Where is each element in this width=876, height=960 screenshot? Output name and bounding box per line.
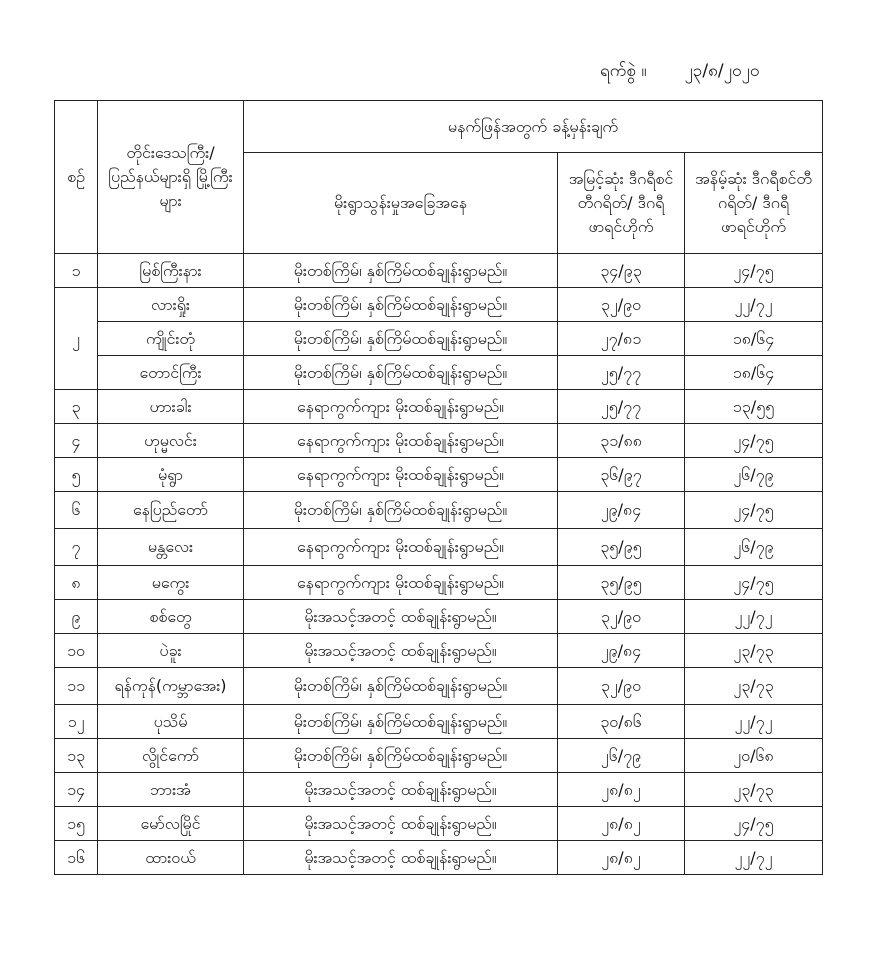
table-row bbox=[55, 492, 823, 529]
row-number: ၁၁ bbox=[55, 668, 98, 705]
table-row bbox=[55, 424, 823, 458]
col-header-no: စဉ် bbox=[55, 101, 98, 254]
city-name: ဟားခါး bbox=[98, 390, 244, 424]
row-number: ၂ bbox=[55, 288, 98, 390]
row-number: ၁ bbox=[55, 254, 98, 288]
row-number: ၆ bbox=[55, 492, 98, 529]
rain-condition: နေရာကွက်ကျား မိုးထစ်ချုန်းရွာမည်။ bbox=[244, 566, 558, 600]
rain-condition: မိုးတစ်ကြိမ်၊ နှစ်ကြိမ်ထစ်ချုန်းရွာမည်။ bbox=[244, 705, 558, 739]
max-temp: ၂၈/၈၂ bbox=[558, 841, 685, 875]
min-temp: ၂၃/၇၃ bbox=[685, 668, 823, 705]
forecast-table bbox=[54, 100, 823, 875]
row-number: ၁၆ bbox=[55, 841, 98, 875]
max-temp: ၃၂/၉၀ bbox=[558, 668, 685, 705]
row-number: ၁၃ bbox=[55, 739, 98, 773]
table-row bbox=[55, 668, 823, 705]
table-row bbox=[55, 529, 823, 566]
row-number: ၁၀ bbox=[55, 634, 98, 668]
min-temp: ၂၀/၆၈ bbox=[685, 739, 823, 773]
table-row bbox=[55, 705, 823, 739]
min-temp: ၂၂/၇၂ bbox=[685, 600, 823, 634]
col-header-forecast-group: မနက်ဖြန်အတွက် ခန့်မှန်းချက် bbox=[244, 101, 823, 153]
min-temp: ၁၈/၆၄ bbox=[685, 322, 823, 356]
city-name: ကျိုင်းတုံ bbox=[98, 322, 244, 356]
city-name: တောင်ကြီး bbox=[98, 356, 244, 390]
row-number: ၈ bbox=[55, 566, 98, 600]
max-temp: ၂၆/၇၉ bbox=[558, 739, 685, 773]
col-header-max-temp: အမြင့်ဆုံး ဒီဂရီစင်တီဂရိတ်/ ဒီဂရီဖာရင်ဟိုက် bbox=[558, 153, 685, 254]
rain-condition: မိုးတစ်ကြိမ်၊ နှစ်ကြိမ်ထစ်ချုန်းရွာမည်။ bbox=[244, 356, 558, 390]
rain-condition: မိုးတစ်ကြိမ်၊ နှစ်ကြိမ်ထစ်ချုန်းရွာမည်။ bbox=[244, 322, 558, 356]
table-row bbox=[55, 739, 823, 773]
min-temp: ၂၄/၇၅ bbox=[685, 566, 823, 600]
rain-condition: မိုးတစ်ကြိမ်၊ နှစ်ကြိမ်ထစ်ချုန်းရွာမည်။ bbox=[244, 739, 558, 773]
rain-condition: မိုးအသင့်အတင့် ထစ်ချုန်းရွာမည်။ bbox=[244, 634, 558, 668]
max-temp: ၂၉/၈၄ bbox=[558, 492, 685, 529]
table-row bbox=[55, 356, 823, 390]
row-number: ၁၅ bbox=[55, 807, 98, 841]
city-name: လားရှိုး bbox=[98, 288, 244, 322]
col-header-condition: မိုးရွာသွန်းမှုအခြေအနေ bbox=[244, 153, 558, 254]
min-temp: ၂၃/၇၃ bbox=[685, 634, 823, 668]
min-temp: ၁၃/၅၅ bbox=[685, 390, 823, 424]
date-value: ၂၃/၈/၂၀၂၀ bbox=[684, 60, 760, 81]
col-header-city: တိုင်းဒေသကြီး/ ပြည်နယ်များရှိ မြို့ကြီးများ bbox=[98, 101, 244, 254]
min-temp: ၂၄/၇၅ bbox=[685, 807, 823, 841]
city-name: ထားဝယ် bbox=[98, 841, 244, 875]
date-line bbox=[600, 52, 830, 92]
max-temp: ၂၉/၈၄ bbox=[558, 634, 685, 668]
table-row bbox=[55, 634, 823, 668]
min-temp: ၂၄/၇၅ bbox=[685, 492, 823, 529]
max-temp: ၂၅/၇၇ bbox=[558, 356, 685, 390]
city-name: မော်လမြိုင် bbox=[98, 807, 244, 841]
max-temp: ၃၅/၉၅ bbox=[558, 529, 685, 566]
rain-condition: မိုးတစ်ကြိမ်၊ နှစ်ကြိမ်ထစ်ချုန်းရွာမည်။ bbox=[244, 288, 558, 322]
min-temp: ၂၃/၇၃ bbox=[685, 773, 823, 807]
max-temp: ၃၂/၉၀ bbox=[558, 288, 685, 322]
table-row bbox=[55, 288, 823, 322]
table-row bbox=[55, 600, 823, 634]
row-number: ၃ bbox=[55, 390, 98, 424]
min-temp: ၂၂/၇၂ bbox=[685, 288, 823, 322]
table-row bbox=[55, 390, 823, 424]
rain-condition: နေရာကွက်ကျား မိုးထစ်ချုန်းရွာမည်။ bbox=[244, 458, 558, 492]
city-name: ဟုမ္မလင်း bbox=[98, 424, 244, 458]
city-name: ပဲခူး bbox=[98, 634, 244, 668]
city-name: ဘားအံ bbox=[98, 773, 244, 807]
max-temp: ၂၇/၈၁ bbox=[558, 322, 685, 356]
table-row bbox=[55, 807, 823, 841]
max-temp: ၃၁/၈၈ bbox=[558, 424, 685, 458]
min-temp: ၂၂/၇၂ bbox=[685, 705, 823, 739]
header-row-top bbox=[55, 101, 823, 153]
max-temp: ၃၆/၉၇ bbox=[558, 458, 685, 492]
col-header-min-temp: အနိမ့်ဆုံး ဒီဂရီစင်တီဂရိတ်/ ဒီဂရီဖာရင်ဟိုက် bbox=[685, 153, 823, 254]
city-name: ပုသိမ် bbox=[98, 705, 244, 739]
table-row bbox=[55, 566, 823, 600]
city-name: လွိုင်ကော် bbox=[98, 739, 244, 773]
city-name: မကွေး bbox=[98, 566, 244, 600]
rain-condition: နေရာကွက်ကျား မိုးထစ်ချုန်းရွာမည်။ bbox=[244, 390, 558, 424]
date-label: ရက်စွဲ ။ bbox=[600, 60, 647, 81]
min-temp: ၁၈/၆၄ bbox=[685, 356, 823, 390]
row-number: ၇ bbox=[55, 529, 98, 566]
table-row bbox=[55, 322, 823, 356]
max-temp: ၂၈/၈၂ bbox=[558, 807, 685, 841]
rain-condition: မိုးတစ်ကြိမ်၊ နှစ်ကြိမ်ထစ်ချုန်းရွာမည်။ bbox=[244, 668, 558, 705]
row-number: ၅ bbox=[55, 458, 98, 492]
row-number: ၁၄ bbox=[55, 773, 98, 807]
rain-condition: မိုးအသင့်အတင့် ထစ်ချုန်းရွာမည်။ bbox=[244, 600, 558, 634]
table-row bbox=[55, 254, 823, 288]
rain-condition: နေရာကွက်ကျား မိုးထစ်ချုန်းရွာမည်။ bbox=[244, 529, 558, 566]
min-temp: ၂၄/၇၅ bbox=[685, 254, 823, 288]
max-temp: ၃၄/၉၃ bbox=[558, 254, 685, 288]
city-name: မြစ်ကြီးနား bbox=[98, 254, 244, 288]
max-temp: ၃၂/၉၀ bbox=[558, 600, 685, 634]
table-row bbox=[55, 458, 823, 492]
max-temp: ၃၀/၈၆ bbox=[558, 705, 685, 739]
city-name: စစ်တွေ bbox=[98, 600, 244, 634]
city-name: မုံရွာ bbox=[98, 458, 244, 492]
row-number: ၄ bbox=[55, 424, 98, 458]
row-number: ၁၂ bbox=[55, 705, 98, 739]
rain-condition: မိုးအသင့်အတင့် ထစ်ချုန်းရွာမည်။ bbox=[244, 807, 558, 841]
max-temp: ၂၅/၇၇ bbox=[558, 390, 685, 424]
rain-condition: မိုးတစ်ကြိမ်၊ နှစ်ကြိမ်ထစ်ချုန်းရွာမည်။ bbox=[244, 254, 558, 288]
table-row bbox=[55, 841, 823, 875]
rain-condition: မိုးအသင့်အတင့် ထစ်ချုန်းရွာမည်။ bbox=[244, 841, 558, 875]
rain-condition: မိုးတစ်ကြိမ်၊ နှစ်ကြိမ်ထစ်ချုန်းရွာမည်။ bbox=[244, 492, 558, 529]
city-name: မန္တလေး bbox=[98, 529, 244, 566]
min-temp: ၂၂/၇၂ bbox=[685, 841, 823, 875]
table-row bbox=[55, 773, 823, 807]
max-temp: ၃၅/၉၅ bbox=[558, 566, 685, 600]
row-number: ၉ bbox=[55, 600, 98, 634]
max-temp: ၂၈/၈၂ bbox=[558, 773, 685, 807]
rain-condition: မိုးအသင့်အတင့် ထစ်ချုန်းရွာမည်။ bbox=[244, 773, 558, 807]
min-temp: ၂၄/၇၅ bbox=[685, 424, 823, 458]
city-name: နေပြည်တော် bbox=[98, 492, 244, 529]
min-temp: ၂၆/၇၉ bbox=[685, 458, 823, 492]
min-temp: ၂၆/၇၉ bbox=[685, 529, 823, 566]
city-name: ရန်ကုန်(ကမ္ဘာအေး) bbox=[98, 668, 244, 705]
rain-condition: နေရာကွက်ကျား မိုးထစ်ချုန်းရွာမည်။ bbox=[244, 424, 558, 458]
